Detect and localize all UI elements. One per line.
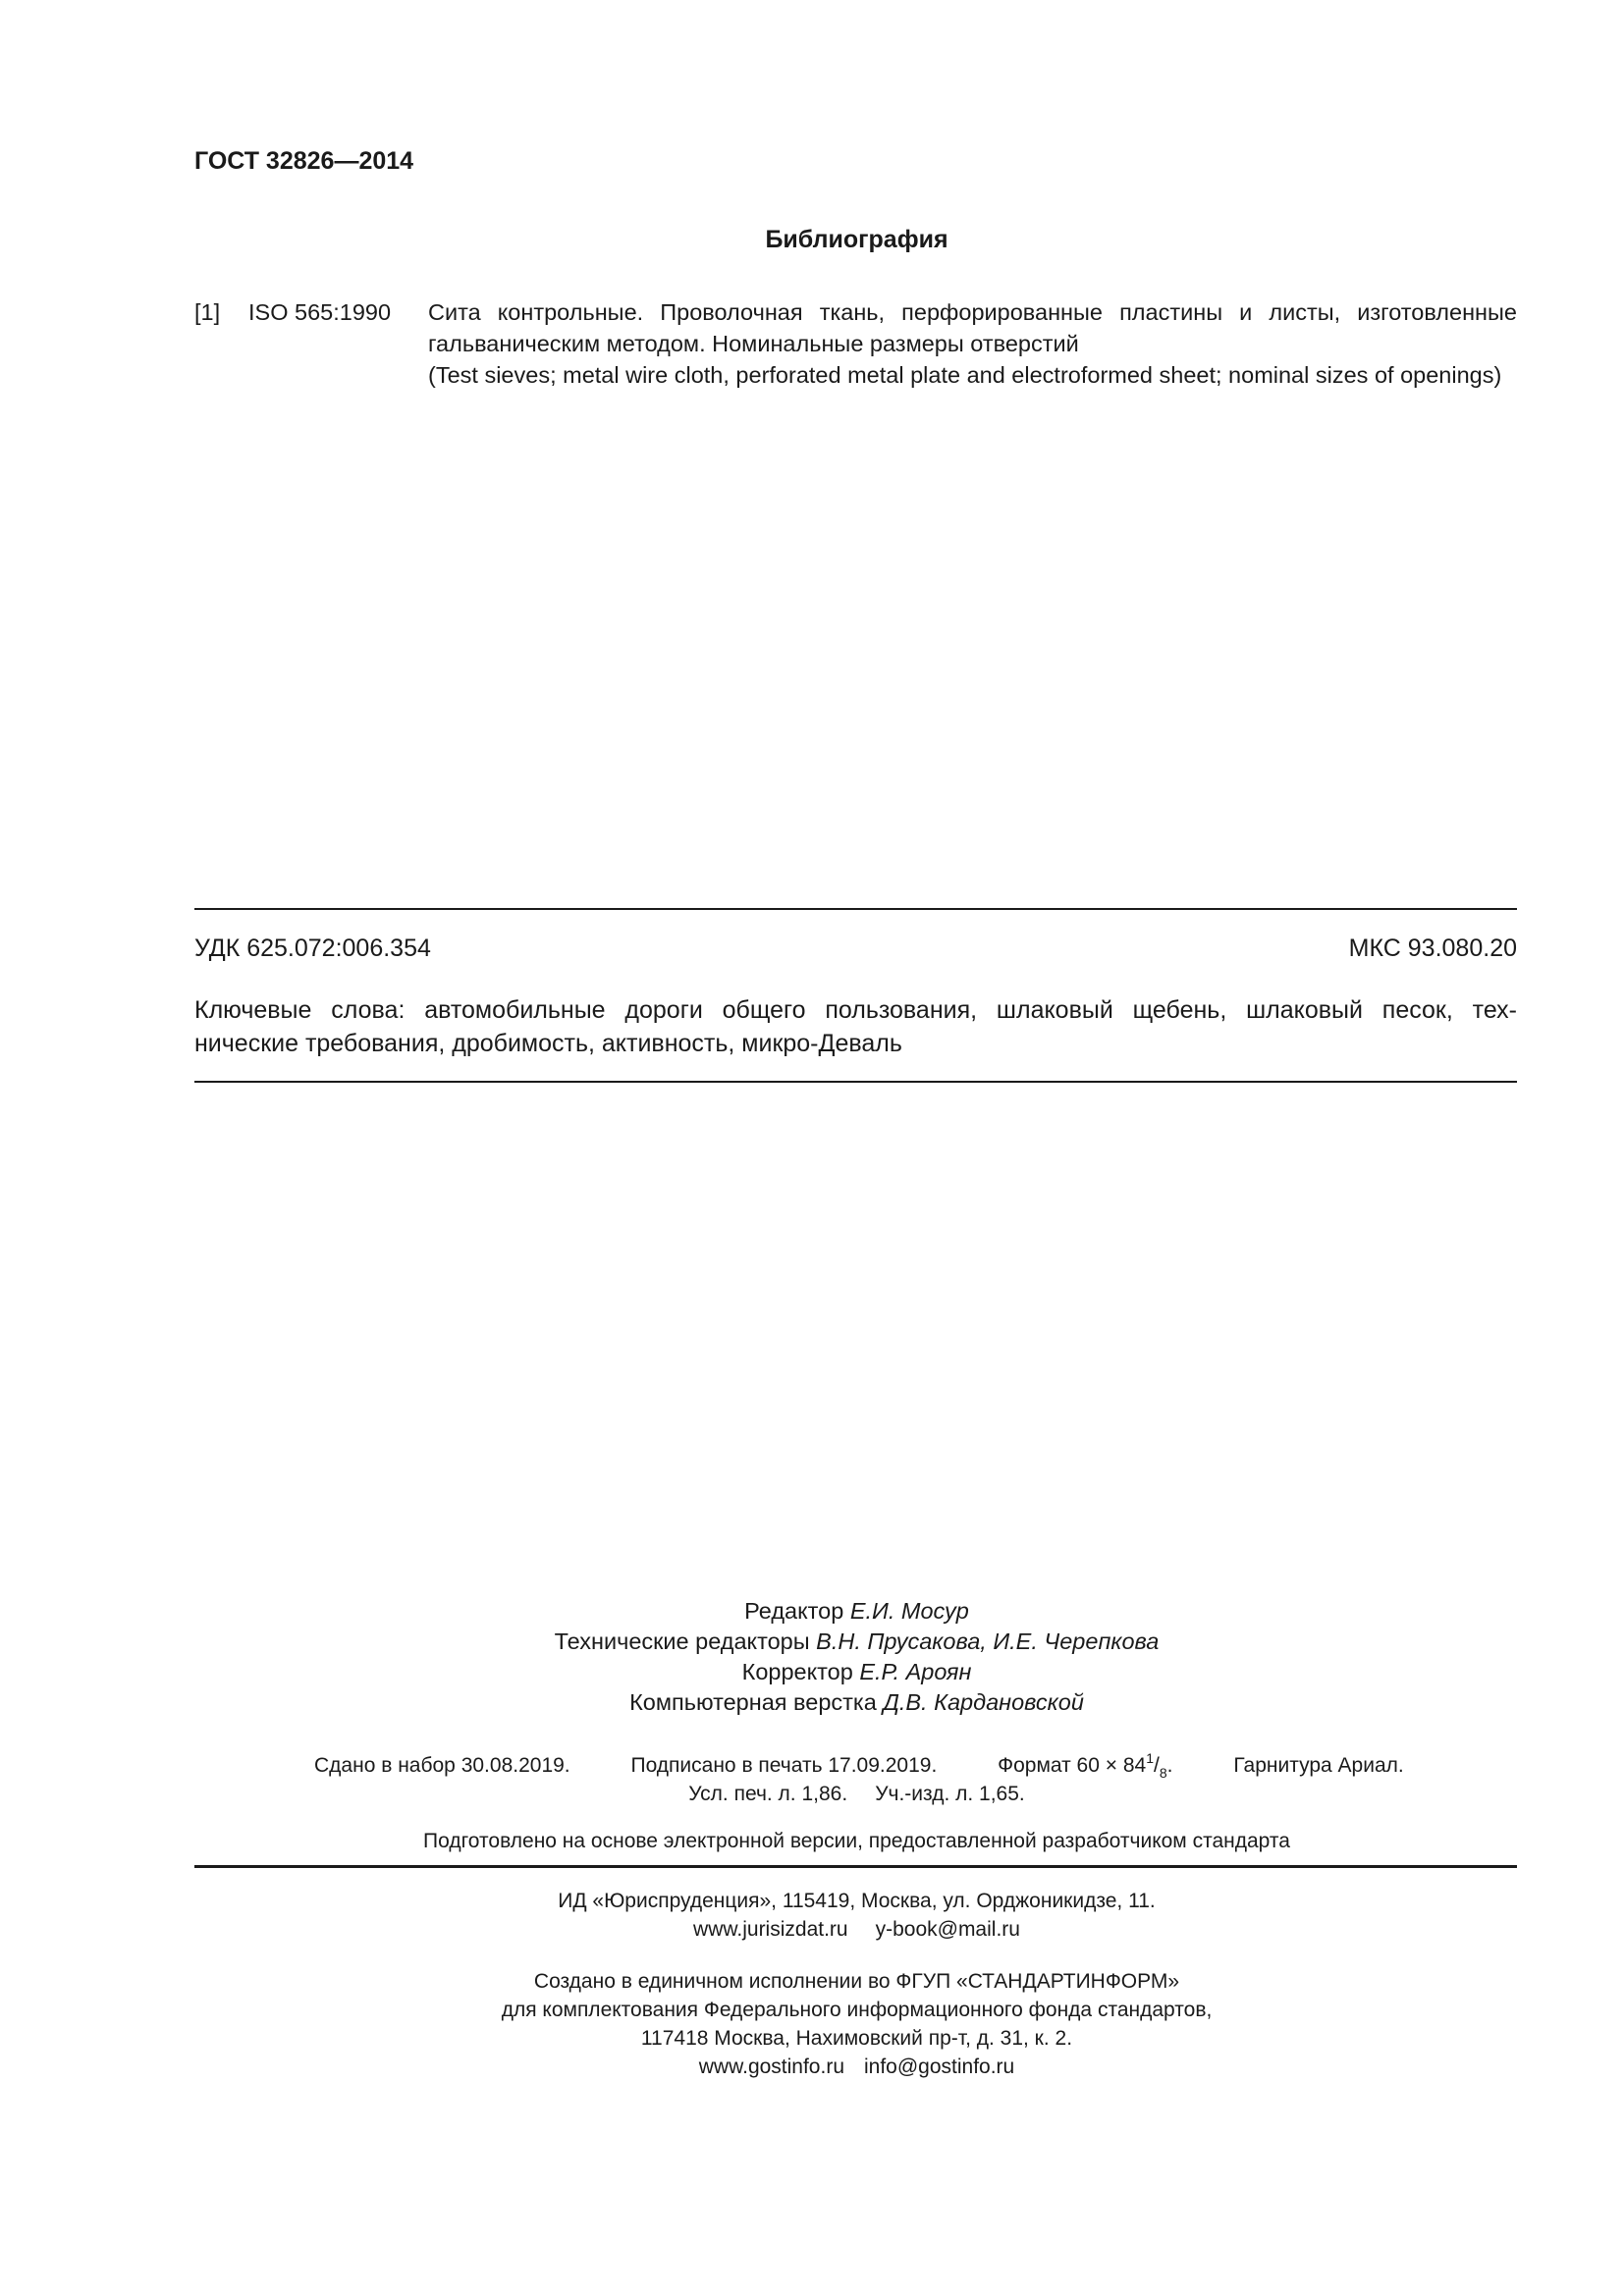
signed-date: Подписано в печать 17.09.2019. — [630, 1754, 938, 1777]
credit-label: Корректор — [741, 1659, 853, 1684]
bibliography-entry-text — [428, 296, 1517, 391]
credit-name: Д.В. Кардановской — [883, 1689, 1084, 1715]
credit-corrector — [0, 1657, 1624, 1687]
keywords-line: нические требования, дробимость, активность, микро-Деваль — [194, 1030, 902, 1057]
credit-name: Е.Р. Ароян — [859, 1659, 972, 1684]
separator-line — [194, 1081, 1517, 1083]
credit-tech-editors — [0, 1627, 1624, 1657]
producer-info — [0, 1967, 1624, 2081]
print-sheets-line — [0, 1780, 1624, 1808]
format-end: . — [1166, 1754, 1173, 1777]
bibliography-entry-line: гальваническим методом. Номинальные размеры отверстий — [428, 331, 1079, 356]
submitted-date: Сдано в набор 30.08.2019. — [314, 1754, 570, 1777]
credit-editor — [0, 1596, 1624, 1627]
separator-line — [194, 1865, 1517, 1868]
bibliography-entry-english-title: (Test sieves; metal wire cloth, perforated metal plate and electroformed sheet; nominal sizes of openings) — [428, 362, 1502, 388]
edit-sheets: Уч.-изд. л. 1,65. — [875, 1783, 1025, 1805]
format: Формат 60 × 841/8. — [998, 1750, 1173, 1781]
udk-code: УДК 625.072:006.354 — [194, 934, 431, 962]
publisher-website-link[interactable]: www.jurisizdat.ru — [693, 1918, 848, 1941]
typeface: Гарнитура Ариал. — [1233, 1754, 1404, 1777]
format-denominator: 8 — [1159, 1765, 1167, 1781]
credit-layout — [0, 1687, 1624, 1718]
separator-line — [194, 908, 1517, 910]
print-sheets: Усл. печ. л. 1,86. — [688, 1783, 848, 1805]
prepared-note — [0, 1827, 1624, 1855]
bibliography-entry-code: ISO 565:1990 — [248, 299, 392, 325]
producer-website-link[interactable]: www.gostinfo.ru — [698, 2056, 844, 2078]
producer-line: для комплектования Федерального информационного фонда стандартов, — [501, 1999, 1213, 2021]
publisher-address: ИД «Юриспруденция», 115419, Москва, ул. Орджоникидзе, 11. — [558, 1890, 1156, 1912]
publisher-info — [0, 1887, 1624, 1944]
producer-email-link[interactable]: info@gostinfo.ru — [864, 2056, 1015, 2078]
mks-code: МКС 93.080.20 — [1348, 934, 1517, 962]
bibliography-entry-number: [1] — [194, 299, 221, 325]
keywords — [194, 993, 1517, 1060]
producer-line: Создано в единичном исполнении во ФГУП «СТАНДАРТИНФОРМ» — [533, 1970, 1180, 1993]
document-number: ГОСТ 32826—2014 — [194, 147, 414, 175]
bibliography-title: Библиография — [765, 226, 948, 253]
credit-name: Е.И. Мосур — [849, 1598, 969, 1624]
prepared-note-text: Подготовлено на основе электронной версии, предоставленной разработчиком стандарта — [423, 1830, 1290, 1852]
credit-label: Технические редакторы — [554, 1629, 810, 1654]
format-label: Формат 60 × 84 — [998, 1754, 1147, 1777]
editorial-credits — [0, 1596, 1624, 1718]
producer-address: 117418 Москва, Нахимовский пр-т, д. 31, к. 2. — [640, 2027, 1073, 2050]
bibliography-entry-line: Сита контрольные. Проволочная ткань, перфорированные пластины и листы, изготовленные — [428, 299, 1517, 325]
format-numerator: 1 — [1146, 1750, 1155, 1766]
print-info-line — [314, 1750, 1404, 1781]
credit-name: В.Н. Прусакова, И.Е. Черепкова — [816, 1629, 1160, 1654]
credit-label: Редактор — [744, 1598, 844, 1624]
publisher-email-link[interactable]: y-book@mail.ru — [875, 1918, 1020, 1941]
keywords-line: Ключевые слова: автомобильные дороги общего пользования, шлаковый щебень, шлаковый песок, тех- — [194, 996, 1517, 1024]
credit-label: Компьютерная верстка — [629, 1689, 877, 1715]
